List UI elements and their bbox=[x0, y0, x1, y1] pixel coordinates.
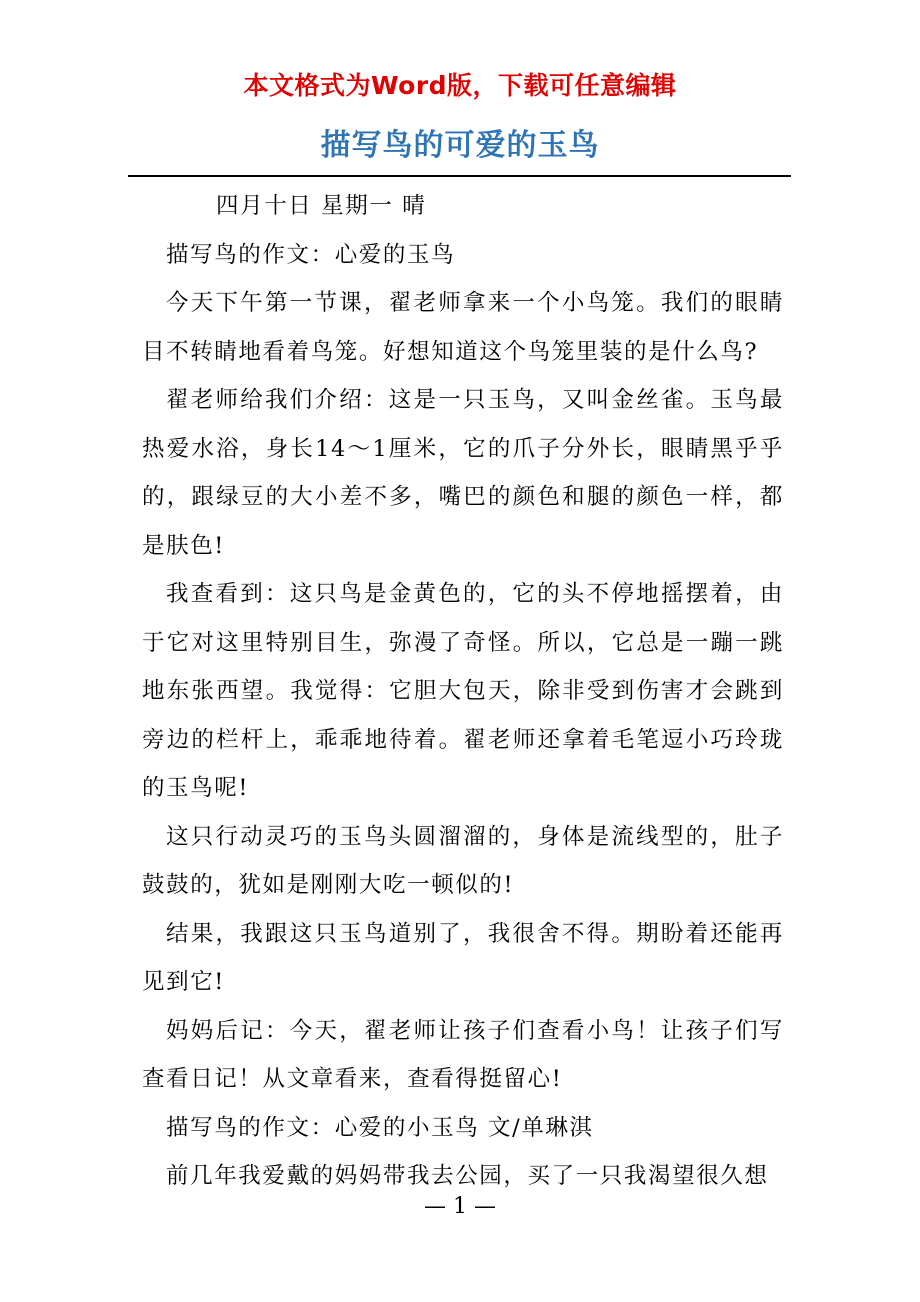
article-body bbox=[142, 182, 784, 1201]
paragraph: 妈妈后记：今天，翟老师让孩子们查看小鸟！让孩子们写查看日记！从文章看来，查看得挺留心! bbox=[142, 1017, 784, 1092]
paragraph: 这只行动灵巧的玉鸟头圆溜溜的，身体是流线型的，肚子鼓鼓的，犹如是刚刚大吃一顿似的! bbox=[142, 823, 784, 898]
paragraph: 结果，我跟这只玉鸟道别了，我很舍不得。期盼着还能再见到它! bbox=[142, 920, 784, 995]
title-divider bbox=[128, 175, 791, 177]
paragraph: 我查看到：这只鸟是金黄色的，它的头不停地摇摆着，由于它对这里特别目生，弥漫了奇怪。所以，它总是一蹦一跳地东张西望。我觉得：它胆大包天，除非受到伤害才会跳到旁边的栏杆上，乖乖地待着。翟老师还拿着毛笔逗小巧玲珑的玉鸟呢! bbox=[142, 581, 784, 801]
paragraph: 前几年我爱戴的妈妈带我去公园，买了一只我渴望很久想 bbox=[166, 1163, 769, 1189]
page-title: 描写鸟的可爱的玉鸟 bbox=[320, 128, 600, 163]
download-banner: 本文格式为Word版，下载可任意编辑 bbox=[243, 71, 677, 100]
page-number: — 1 — bbox=[424, 1194, 496, 1219]
paragraph: 描写鸟的作文：心爱的小玉鸟 文/单琳淇 bbox=[166, 1114, 594, 1141]
paragraph: 描写鸟的作文：心爱的玉鸟 bbox=[166, 241, 456, 268]
date-line: 四月十日 星期一 晴 bbox=[216, 193, 427, 219]
paragraph: 今天下午第一节课，翟老师拿来一个小鸟笼。我们的眼睛目不转睛地看着鸟笼。好想知道这个鸟笼里装的是什么鸟? bbox=[142, 290, 784, 365]
paragraph: 翟老师给我们介绍：这是一只玉鸟，又叫金丝雀。玉鸟最热爱水浴，身长14～1厘米，它的爪子分外长，眼睛黑乎乎的，跟绿豆的大小差不多，嘴巴的颜色和腿的颜色一样，都是肤色! bbox=[142, 387, 784, 559]
